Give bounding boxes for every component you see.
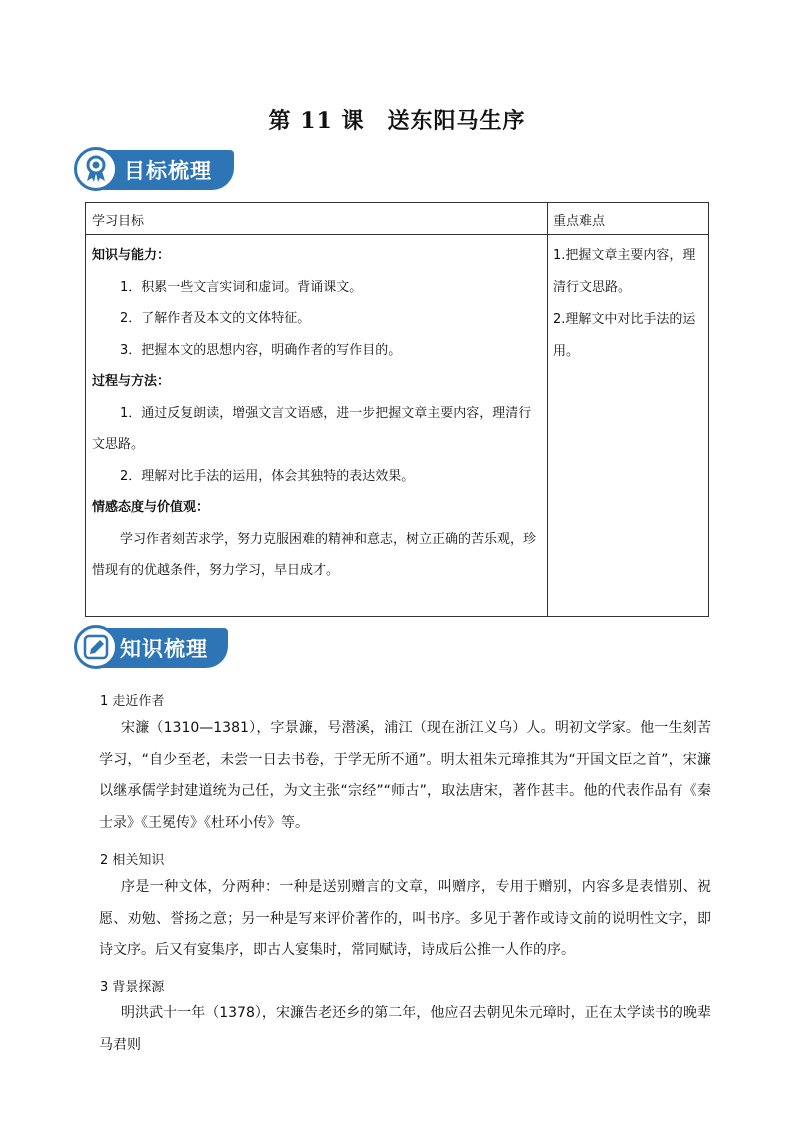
section-heading-background: 3 背景探源 [100, 980, 165, 995]
related-paragraph: 序是一种文体，分两种：一种是送别赠言的文章，叫赠序，专用于赠别，内容多是表惜别、祝愿、劝勉、誉扬之意；另一种是写来评价著作的，叫书序。多见于著作或诗文前的说明性文字，即诗文序。后又有宴集序，即古人宴集时，常同赋诗，诗成后公推一人作的序。 [99, 879, 711, 958]
table-header-focus: 重点难点 [553, 214, 606, 229]
award-icon [74, 147, 118, 191]
author-paragraph: 宋濂（1310—1381），字景濂，号潜溪，浦江（现在浙江义乌）人。明初文学家。他一生刻苦学习，“自少至老，未尝一日去书卷，于学无所不通”。明太祖朱元璋推其为“开国文臣之首”，宋濂以继承儒学封建道统为己任，为文主张“宗经”“师古”，取法唐宋，著作甚丰。他的代表作品有《秦士录》《王冕传》《杜环小传》等。 [99, 720, 711, 831]
list-item: 3．把握本文的思想内容，明确作者的写作目的。 [120, 342, 402, 358]
list-item: 2.理解文中对比手法的运用。 [553, 312, 696, 359]
list-item: 1.把握文章主要内容，理清行文思路。 [553, 248, 696, 295]
list-item: 2．了解作者及本文的文体特征。 [120, 311, 311, 326]
knowledge-banner-label: 知识梳理 [120, 637, 208, 661]
list-item: 1．通过反复朗读，增强文言文语感，进一步把握文章主要内容，理清行文思路。 [92, 405, 532, 452]
emotion-value-heading: 情感态度与价值观： [92, 500, 210, 515]
page-title: 第 11 课 送东阳马生序 [268, 108, 526, 134]
knowledge-banner [76, 628, 228, 668]
goals-banner [76, 150, 234, 190]
goals-banner-label: 目标梳理 [124, 159, 212, 183]
background-paragraph: 明洪武十一年（1378），宋濂告老还乡的第二年，他应召去朝见朱元璋时，正在太学读书的晚辈马君则 [99, 1005, 711, 1053]
list-item: 2．理解对比手法的运用，体会其独特的表达效果。 [120, 468, 415, 484]
process-method-heading: 过程与方法： [92, 374, 171, 389]
pencil-icon [74, 625, 118, 669]
section-heading-related: 2 相关知识 [100, 853, 165, 868]
emotion-text: 学习作者刻苦求学，努力克服困难的精神和意志，树立正确的苦乐观，珍惜现有的优越条件，努力学习，早日成才。 [92, 531, 537, 578]
list-item: 1．积累一些文言实词和虚词。背诵课文。 [120, 279, 363, 295]
goals-cell [92, 240, 542, 587]
table-header-goals: 学习目标 [92, 214, 145, 229]
section-heading-author: 1 走近作者 [100, 694, 165, 709]
knowledge-ability-heading: 知识与能力： [92, 248, 171, 263]
goal-table [85, 202, 709, 617]
focus-cell [553, 240, 703, 368]
